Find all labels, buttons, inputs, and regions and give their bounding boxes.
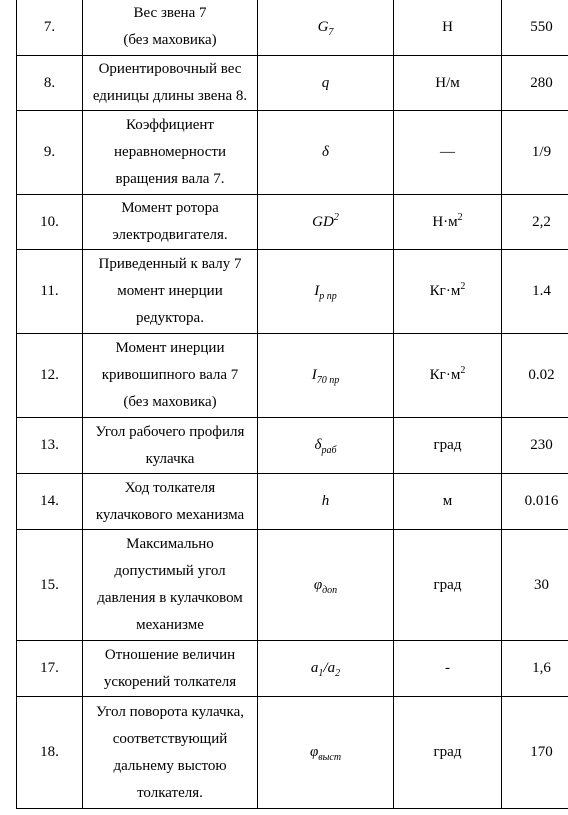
row-number: 8. [17,56,83,111]
table-row [17,250,568,334]
parameter-name-text: Вес звена 7 (без маховика) [123,5,217,48]
parameter-symbol [258,195,394,250]
parameter-name [83,56,258,111]
symbol-subscript: доп [322,584,338,596]
unit-superscript: 2 [457,211,463,223]
parameter-name [83,195,258,250]
symbol-main: φ [313,576,323,593]
parameter-value: 550 [502,0,568,56]
parameter-value: 1.4 [502,250,568,334]
parameter-name-text: Коэффициент неравномерности вращения вала 7. [114,117,226,187]
row-number: 13. [17,418,83,474]
row-number: 14. [17,474,83,530]
symbol-subscript: 70 пр [316,375,340,386]
parameter-symbol [258,56,394,111]
symbol-main: GD [312,213,334,230]
parameter-unit [394,56,502,111]
row-number: 11. [17,250,83,334]
parameter-name [83,697,258,809]
parameter-value: 0.016 [502,474,568,530]
parameter-name [83,530,258,641]
parameter-unit [394,697,502,809]
parameter-name-text: Угол рабочего профиля кулачка [95,423,245,467]
unit-superscript: 2 [460,365,466,376]
parameter-name [83,641,258,697]
table-row [17,474,568,530]
parameter-unit [394,418,502,474]
row-number: 7. [17,0,83,56]
parameter-unit [394,250,502,334]
parameter-symbol [258,530,394,641]
parameter-value: 0.02 [502,334,568,418]
unit-text: Н [442,18,453,35]
parameter-unit [394,641,502,697]
unit-text: град [433,576,462,593]
symbol-subscript: 7 [328,26,334,38]
row-number: 17. [17,641,83,697]
parameter-symbol [258,474,394,530]
parameter-name-text: Ориентировочный вес единицы длины звена 8. [92,61,248,104]
parameter-value: 1/9 [502,111,568,195]
symbol-subscript: выст [318,752,342,763]
unit-text: Кг·м [429,367,461,383]
unit-text: м [442,493,453,509]
symbol-subscript: р пр [319,291,337,302]
row-number: 12. [17,334,83,418]
parameter-value: 30 [502,530,568,641]
unit-text: Н·м [432,213,458,230]
parameter-name-text: Отношение величин ускорений толкателя [103,646,237,690]
symbol-main: a [310,660,319,676]
table-row [17,0,568,56]
parameter-name [83,111,258,195]
table-row [17,418,568,474]
parameter-value: 170 [502,697,568,809]
parameter-symbol [258,111,394,195]
symbol-main: I [314,283,320,299]
unit-text: - [445,660,450,676]
symbol-second: /a [323,660,336,676]
table-row [17,334,568,418]
table-row [17,530,568,641]
parameter-symbol [258,418,394,474]
parameter-name-text: Угол поворота кулачка, соответствующий дальнему выстою толкателя. [95,703,245,801]
parameter-unit [394,195,502,250]
parameter-value: 2,2 [502,195,568,250]
table-row [17,56,568,111]
parameter-name-text: Приведенный к валу 7 момент инерции редуктора. [98,256,242,326]
parameter-unit [394,334,502,418]
row-number: 18. [17,697,83,809]
parameter-name [83,474,258,530]
unit-text: град [433,437,462,453]
symbol-main: I [311,367,317,383]
symbol-main: q [321,74,330,91]
parameter-name-text: Максимально допустимый угол давления в кулачковом механизме [97,536,243,633]
parameter-unit [394,111,502,195]
row-number: 10. [17,195,83,250]
unit-text: — [440,144,455,160]
symbol-main: h [321,493,330,509]
parameter-symbol [258,250,394,334]
row-number: 15. [17,530,83,641]
parameter-unit [394,530,502,641]
parameter-name-text: Момент инерции кривошипного вала 7 (без маховика) [101,340,239,410]
symbol-subscript: раб [321,445,337,456]
symbol-second-subscript: 2 [335,668,341,679]
table-row [17,111,568,195]
parameter-name [83,418,258,474]
table-row [17,697,568,809]
table-row [17,195,568,250]
unit-text: град [433,744,462,760]
parameter-symbol [258,697,394,809]
table-row [17,641,568,697]
parameter-value: 280 [502,56,568,111]
unit-superscript: 2 [460,281,466,292]
parameter-symbol [258,0,394,56]
parameter-symbol [258,641,394,697]
symbol-superscript: 2 [333,211,339,223]
parameter-name [83,250,258,334]
parameter-unit [394,474,502,530]
symbol-subscript: 1 [318,668,324,679]
parameter-name [83,0,258,56]
parameter-unit [394,0,502,56]
parameter-value: 230 [502,418,568,474]
parameter-symbol [258,334,394,418]
row-number: 9. [17,111,83,195]
parameter-name-text: Момент ротора электродвигателя. [112,200,228,243]
parameter-value: 1,6 [502,641,568,697]
unit-text: Н/м [435,74,460,91]
unit-text: Кг·м [429,283,461,299]
symbol-main: δ [322,144,329,160]
symbol-main: G [317,18,329,35]
symbol-main: δ [314,437,322,453]
parameter-name-text: Ход толкателя кулачкового механизма [95,479,245,523]
parameter-name [83,334,258,418]
parameters-table [16,0,568,809]
symbol-main: φ [309,744,319,760]
